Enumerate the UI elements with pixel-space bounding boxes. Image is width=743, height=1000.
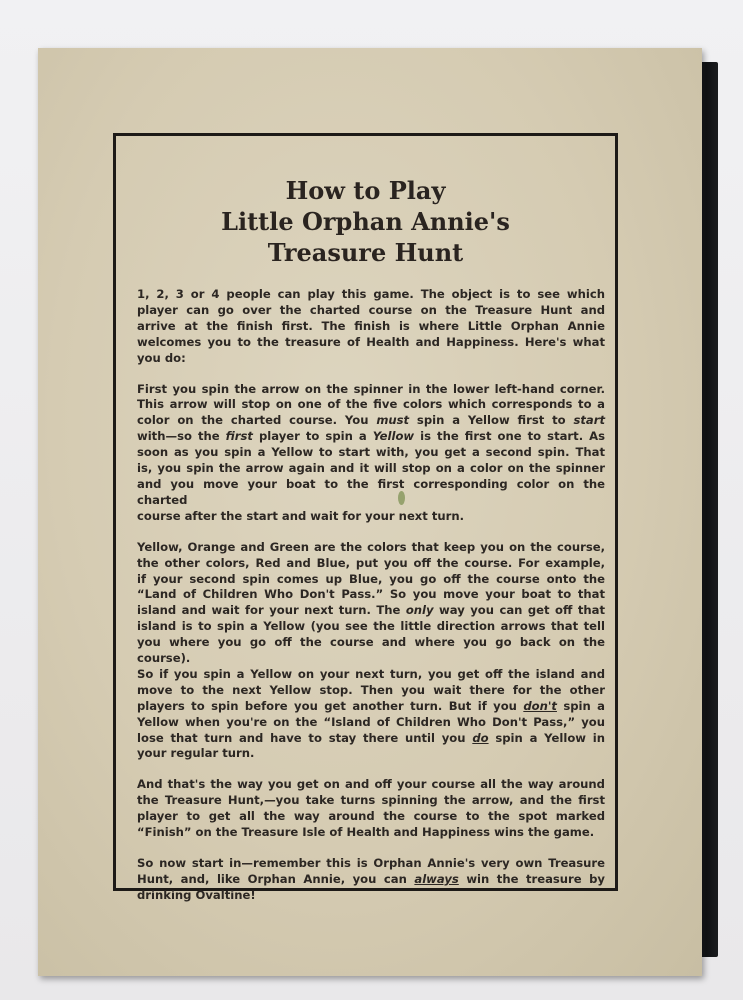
text-line: This arrow will stop on one of the five colors which corresponds to a <box>137 397 605 412</box>
text-line: Hunt, and, like Orphan Annie, you can always win the treasure by <box>137 871 605 886</box>
text-line: move to the next Yellow stop. Then you wait there for the other <box>137 682 605 697</box>
text-line: the other colors, Red and Blue, put you off the course. For example, <box>137 555 605 570</box>
text-line: island is to spin a Yellow (you see the little direction arrows that tell <box>137 619 605 634</box>
text-line: drinking Ovaltine! <box>137 887 256 902</box>
text-line: color on the charted course. You must spin a Yellow first to start <box>137 413 605 428</box>
title-line: How to Play <box>285 176 446 205</box>
rules-paragraph-spinning <box>137 382 605 525</box>
rules-paragraph-winning <box>137 777 605 841</box>
text-line: your regular turn. <box>137 746 255 761</box>
text-line: And that's the way you get on and off your course all the way around <box>137 777 605 792</box>
rules-title <box>113 175 618 268</box>
text-line: So if you spin a Yellow on your next turn, you get off the island and <box>137 666 605 681</box>
text-line: players to spin before you get another turn. But if you don't spin a <box>137 698 605 713</box>
text-line: island and wait for your next turn. The only way you can get off that <box>137 603 605 618</box>
rules-paragraph-closing <box>137 856 605 904</box>
text-line: is, you spin the arrow again and it will stop on a color on the spinner <box>137 461 605 476</box>
text-line: course after the start and wait for your next turn. <box>137 508 465 523</box>
title-line: Treasure Hunt <box>267 238 464 267</box>
text-line: 1, 2, 3 or 4 people can play this game. The object is to see which <box>137 287 605 301</box>
rules-body <box>137 287 605 919</box>
text-line: and you move your boat to the first corresponding color on the charted <box>137 476 605 507</box>
text-line: “Finish” on the Treasure Isle of Health and Happiness wins the game. <box>137 825 595 840</box>
text-line: “Land of Children Who Don't Pass.” So you move your boat to that <box>137 587 605 602</box>
title-line: Little Orphan Annie's <box>221 207 510 236</box>
text-line: player can go over the charted course on the Treasure Hunt and <box>137 302 605 317</box>
text-line: if your second spin comes up Blue, you go off the course onto the <box>137 571 605 586</box>
text-line: First you spin the arrow on the spinner in the lower left-hand corner. <box>137 381 605 396</box>
rules-paragraph-intro <box>137 287 605 367</box>
text-line: you do: <box>137 350 186 365</box>
text-line: player to get all the way around the course to the spot marked <box>137 809 605 824</box>
text-line: you where you go off the course and where you go back on the course). <box>137 635 605 666</box>
rules-paragraph-colors <box>137 540 605 763</box>
text-line: arrive at the finish first. The finish is where Little Orphan Annie <box>137 318 605 333</box>
text-line: Yellow, Orange and Green are the colors that keep you on the course, <box>137 539 605 554</box>
text-line: lose that turn and have to stay there until you do spin a Yellow in <box>137 730 605 745</box>
text-line: the Treasure Hunt,—you take turns spinning the arrow, and the first <box>137 793 605 808</box>
ink-smudge <box>398 491 405 505</box>
text-line: soon as you spin a Yellow to start with, you get a second spin. That <box>137 445 605 460</box>
text-line: Yellow when you're on the “Island of Children Who Don't Pass,” you <box>137 714 605 729</box>
text-line: welcomes you to the treasure of Health and Happiness. Here's what <box>137 334 605 349</box>
text-line: with—so the first player to spin a Yellow is the first one to start. As <box>137 429 605 444</box>
text-line: So now start in—remember this is Orphan Annie's very own Treasure <box>137 856 605 870</box>
